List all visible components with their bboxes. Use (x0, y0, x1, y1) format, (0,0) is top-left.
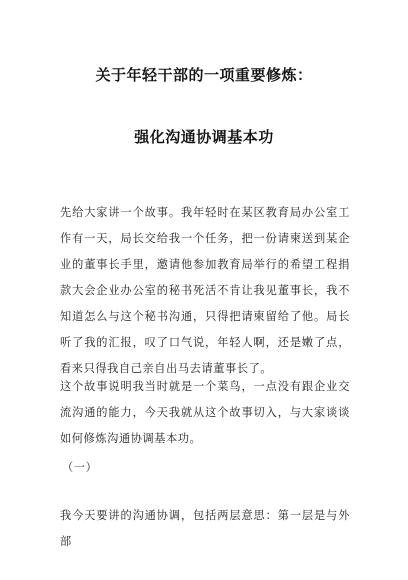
document-title-line-2: 强化沟通协调基本功 (134, 128, 274, 146)
document-title-line-1: 关于年轻干部的一项重要修炼： (95, 66, 313, 84)
paragraph-definition: 我今天要讲的沟通协调，包括两层意思：第一层是与外部 (60, 509, 350, 548)
paragraph-story: 先给大家讲一个故事。我年轻时在某区教育局办公室工作有一天，局长交给我一个任务，把一份请柬送到某企业的董事长手里，邀请他参加教育局举行的希望工程捐款大会企业办公室的秘书死活不肯让我见董事长，我不知道怎么与这个秘书沟通，只得把请柬留给了他。局长听了我的汇报，叹了口气说，年轻人啊，还是嫩了点，看来只得我自己亲自出马去请董事长了。 (60, 206, 350, 375)
section-heading-one: （一） (62, 461, 98, 474)
paragraph-lesson: 这个故事说明我当时就是一个菜鸟，一点没有跟企业交流沟通的能力，今天我就从这个故事切入，与大家谈谈如何修炼沟通协调基本功。 (60, 380, 350, 445)
